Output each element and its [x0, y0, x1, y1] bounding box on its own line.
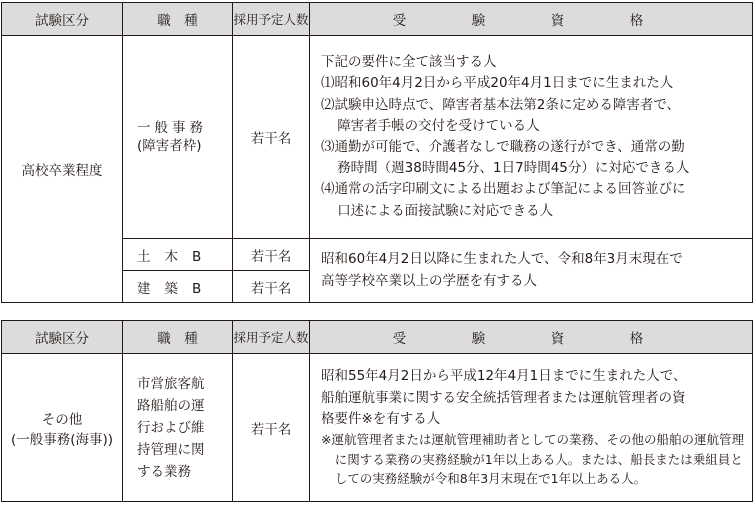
- header-job: 職 種: [123, 3, 233, 36]
- qual-note: ※運航管理者または運航管理補助者としての業務、その他の船舶の運航管理に関する業務の実務経験が1年以上ある人。または、船長または乗組員としての実務経験が令和8年3月末現在で1年以上ある人。: [321, 432, 744, 487]
- qual-line: 格要件※を有する人: [321, 410, 441, 427]
- header-qualification: 受 験 資 格: [310, 321, 753, 354]
- qual-line: 障害者手帳の交付を受けている人: [337, 117, 540, 134]
- table-row: [2, 36, 753, 239]
- qual-line: ⑴昭和60年4月2日から平成20年4月1日までに生まれた人: [321, 75, 674, 92]
- category-cell: 高校卒業程度: [2, 36, 123, 303]
- table-header-row: [2, 3, 753, 36]
- hires-cell: 若干名: [233, 271, 310, 303]
- job-cell: [123, 354, 233, 502]
- job-line: 市営旅客航: [137, 375, 205, 392]
- header-category: 試験区分: [2, 3, 123, 36]
- qual-line: ⑶通勤が可能で、介護者なしで職務の遂行ができ、通常の勤: [321, 139, 685, 155]
- job-cell: 土木B: [123, 239, 233, 271]
- header-qualification: 受 験 資 格: [310, 3, 753, 36]
- job-cell: [123, 36, 233, 239]
- job-line: 路船舶の運: [137, 397, 205, 414]
- category-name: その他: [41, 411, 83, 428]
- qual-line: 昭和55年4月2日から平成12年4月1日までに生まれた人で、: [321, 368, 687, 385]
- hires-cell: 若干名: [233, 36, 310, 239]
- category-subname: (一般事務(海事)): [10, 431, 114, 448]
- qual-line: 口述による面接試験に対応できる人: [337, 202, 554, 219]
- qual-line: ⑷通常の活字印刷文による出題および筆記による回答並びに: [321, 181, 686, 198]
- header-job: 職 種: [123, 321, 233, 354]
- qual-line: 船舶運航事業に関する安全統括管理者または運航管理者の資: [321, 389, 686, 406]
- header-hires: 採用予定人数: [233, 3, 310, 36]
- qual-line: 昭和60年4月2日以降に生まれた人で、令和8年3月末現在で: [321, 251, 683, 268]
- table-row: [2, 354, 753, 502]
- qualification-cell: [310, 239, 753, 303]
- hires-cell: 若干名: [233, 354, 310, 502]
- exam-table-other: [1, 320, 753, 502]
- qual-line: 高等学校卒業以上の学歴を有する人: [321, 272, 537, 289]
- job-line: する業務: [137, 463, 191, 480]
- qual-line: 務時間（週38時間45分、1日7時間45分）に対応できる人: [337, 160, 690, 177]
- qual-line: ⑵試験申込時点で、障害者基本法第2条に定める障害者で、: [321, 96, 681, 113]
- qual-line: 下記の要件に全て該当する人: [321, 54, 497, 71]
- job-name: 一般事務: [137, 120, 207, 136]
- hires-cell: 若干名: [233, 239, 310, 271]
- job-line: 行および維: [137, 419, 205, 436]
- job-line: 持管理に関: [137, 441, 205, 458]
- header-category: 試験区分: [2, 321, 123, 354]
- category-cell: [2, 354, 123, 502]
- job-cell: 建築B: [123, 271, 233, 303]
- job-subname: (障害者枠): [137, 138, 202, 154]
- qualification-cell: [310, 354, 753, 502]
- table-header-row: [2, 321, 753, 354]
- qualification-cell: [310, 36, 753, 239]
- exam-table-high-school: [1, 2, 753, 303]
- header-hires: 採用予定人数: [233, 321, 310, 354]
